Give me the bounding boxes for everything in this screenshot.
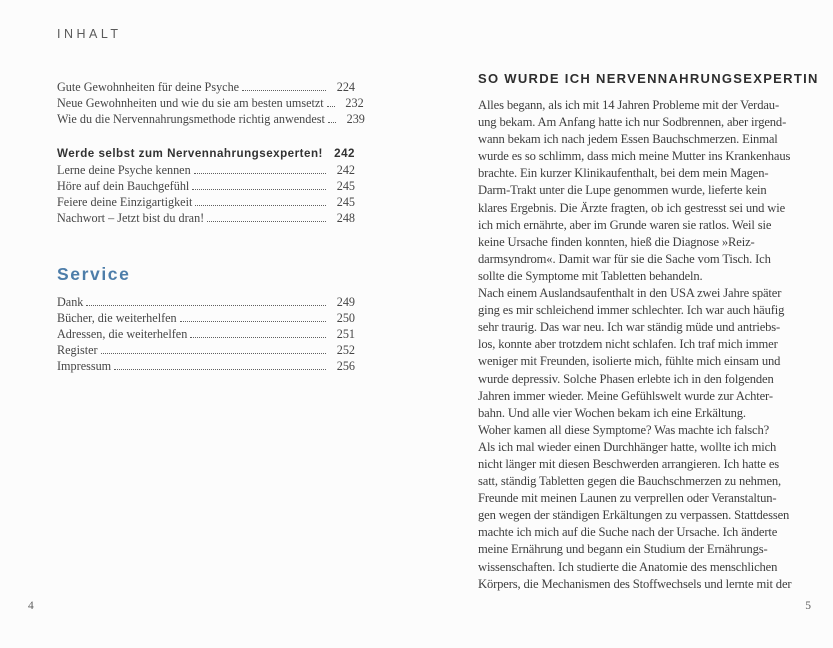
body-text-line: Körpers, die Mechanismen des Stoffwechsels und lernte mit der (478, 576, 792, 591)
body-text-line: Jahren immer wieder. Meine Gefühlswelt wurde zur Achter- (478, 388, 773, 403)
body-text-line: ging es mir schleichend immer schlechter. Ich war auch häufig (478, 303, 785, 318)
toc-chapter-heading-page-number: 242 (334, 146, 355, 160)
toc-entry-label: Neue Gewohnheiten und wie du sie am besten umsetzt (57, 96, 324, 111)
body-text-line: sehr traurig. Das war neu. Ich war ständig müde und antriebs- (478, 320, 781, 335)
toc-entry-label: Adressen, die weiterhelfen (57, 327, 188, 342)
body-text-line: sollte die Symptome mit Tabletten behandeln. (478, 268, 703, 283)
body-text-line: weniger mit Freunden, isolierte mich, fühlte mich einsam und (478, 354, 781, 369)
body-text-line: wissenschaften. Ich studierte die Anatomie des menschlichen (478, 559, 778, 574)
dotted-leader (190, 337, 326, 338)
body-text-line: klares Ergebnis. Die Ärzte fragten, ob ich gestresst sei und wie (478, 200, 786, 215)
body-text-line: darmsyndrom«. Damit war für sie die Sache vom Tisch. Ich (478, 251, 771, 266)
toc-entry (57, 310, 355, 326)
toc-entry (57, 294, 355, 310)
right-page-number: 5 (805, 600, 811, 612)
toc-chapter-heading-label: Werde selbst zum Nervennahrungsexperten! (57, 146, 323, 160)
body-text-line: Freunde mit meinen Launen zu verprellen oder Veranstaltun- (478, 491, 777, 506)
body-text-line: Alles begann, als ich mit 14 Jahren Probleme mit der Verdau- (478, 98, 779, 112)
dotted-leader (327, 106, 335, 107)
body-text-line: wurde es so schlimm, dass mich meine Mutter ins Krankenhaus (478, 149, 791, 164)
toc-entry-label: Nachwort – Jetzt bist du dran! (57, 211, 205, 226)
toc-entry-page-number: 232 (345, 96, 364, 111)
body-text-line: machte ich mich auf die Suche nach der Ursache. Ich änderte (478, 525, 778, 540)
toc-group-psyche (57, 79, 365, 128)
toc-entry (57, 162, 355, 178)
body-text-line: brachte. Ein kurzer Klinikaufenthalt, bei dem mein Magen- (478, 166, 769, 181)
toc-page (57, 27, 365, 375)
toc-entry-label: Dank (57, 294, 84, 309)
service-section-heading: Service (57, 263, 131, 284)
body-text-line: Als ich mal wieder einen Durchhänger hatte, wollte ich mich (478, 439, 777, 454)
dotted-leader (242, 90, 326, 91)
dotted-leader (101, 353, 326, 354)
toc-entry-label: Lerne deine Psyche kennen (57, 162, 191, 177)
toc-entry-page-number: 245 (336, 195, 355, 210)
dotted-leader (195, 205, 326, 206)
toc-entry (57, 111, 365, 127)
chapter-title: SO WURDE ICH NERVENNAHRUNGSEXPERTIN (478, 71, 819, 86)
toc-entry (57, 95, 364, 111)
toc-page-title: INHALT (57, 27, 122, 41)
toc-entry-page-number: 242 (336, 162, 355, 177)
toc-entry-label: Register (57, 343, 98, 358)
toc-entry (57, 79, 355, 95)
body-text-line: keine Ursache finden konnten, hieß die Diagnose »Reiz- (478, 234, 755, 249)
body-text-line: wann bekam ich nach jedem Essen Bauchschmerzen. Einmal (478, 132, 778, 147)
left-page-number: 4 (28, 600, 34, 612)
toc-entry-page-number: 252 (336, 343, 355, 358)
toc-entry-page-number: 245 (336, 179, 355, 194)
toc-entry-page-number: 250 (336, 310, 355, 325)
dotted-leader (328, 122, 336, 123)
toc-entry-page-number: 256 (336, 359, 355, 374)
body-text-line: Woher kamen all diese Symptome? Was machte ich falsch? (478, 422, 770, 437)
body-text-line: los, konnte aber trotzdem nicht schlafen. Ich traf mich immer (478, 337, 778, 352)
chapter-body (478, 97, 808, 593)
toc-entry-page-number: 251 (336, 327, 355, 342)
toc-group-service (57, 294, 355, 375)
toc-entry-page-number: 239 (346, 112, 365, 127)
dotted-leader (180, 321, 326, 322)
toc-entry (57, 342, 355, 358)
body-text-line: ich mich ernährte, aber im Grunde waren sie ratlos. Weil sie (478, 217, 772, 232)
toc-entry-page-number: 249 (336, 294, 355, 309)
toc-entry-label: Bücher, die weiterhelfen (57, 310, 177, 325)
toc-entry-label: Wie du die Nervennahrungsmethode richtig anwendest (57, 112, 325, 127)
toc-entry (57, 210, 355, 226)
body-text-line: Nach einem Auslandsaufenthalt in den USA zwei Jahre später (478, 286, 782, 301)
dotted-leader (192, 189, 326, 190)
toc-chapter-heading-row (57, 146, 355, 162)
dotted-leader (207, 221, 326, 222)
body-text-line: satt, ständig Tabletten gegen die Bauchschmerzen zu nehmen, (478, 474, 782, 489)
toc-entry (57, 358, 355, 374)
toc-entry-label: Impressum (57, 359, 112, 374)
dotted-leader (114, 369, 326, 370)
body-text-line: Darm-Trakt unter die Lupe genommen wurde, lieferte kein (478, 183, 767, 198)
toc-group-nervennahrung (57, 162, 355, 227)
body-text-line: bahn. Und alle vier Wochen bekam ich eine Erkältung. (478, 405, 746, 420)
toc-entry (57, 178, 355, 194)
body-text-line: ung bekam. Am Anfang hatte ich nur Sodbrennen, aber irgend- (478, 115, 787, 130)
chapter-page (478, 71, 819, 593)
body-text-line: wurde depressiv. Solche Phasen erlebte ich in den folgenden (478, 371, 774, 386)
body-text-line: meine Ernährung und begann ein Studium der Ernährungs- (478, 542, 768, 557)
body-text-line: gen wegen der ständigen Erkältungen zu verpassen. Stattdessen (478, 508, 790, 523)
dotted-leader (86, 305, 326, 306)
toc-entry-label: Höre auf dein Bauchgefühl (57, 179, 190, 194)
toc-entry-label: Gute Gewohnheiten für deine Psyche (57, 80, 240, 94)
dotted-leader (194, 173, 326, 174)
toc-entry (57, 194, 355, 210)
toc-entry-label: Feiere deine Einzigartigkeit (57, 195, 193, 210)
body-text-line: nicht länger mit diesen Beschwerden arrangieren. Ich hatte es (478, 456, 780, 471)
toc-entry-page-number: 224 (336, 80, 355, 94)
toc-entry (57, 326, 355, 342)
toc-entry-page-number: 248 (336, 211, 355, 226)
